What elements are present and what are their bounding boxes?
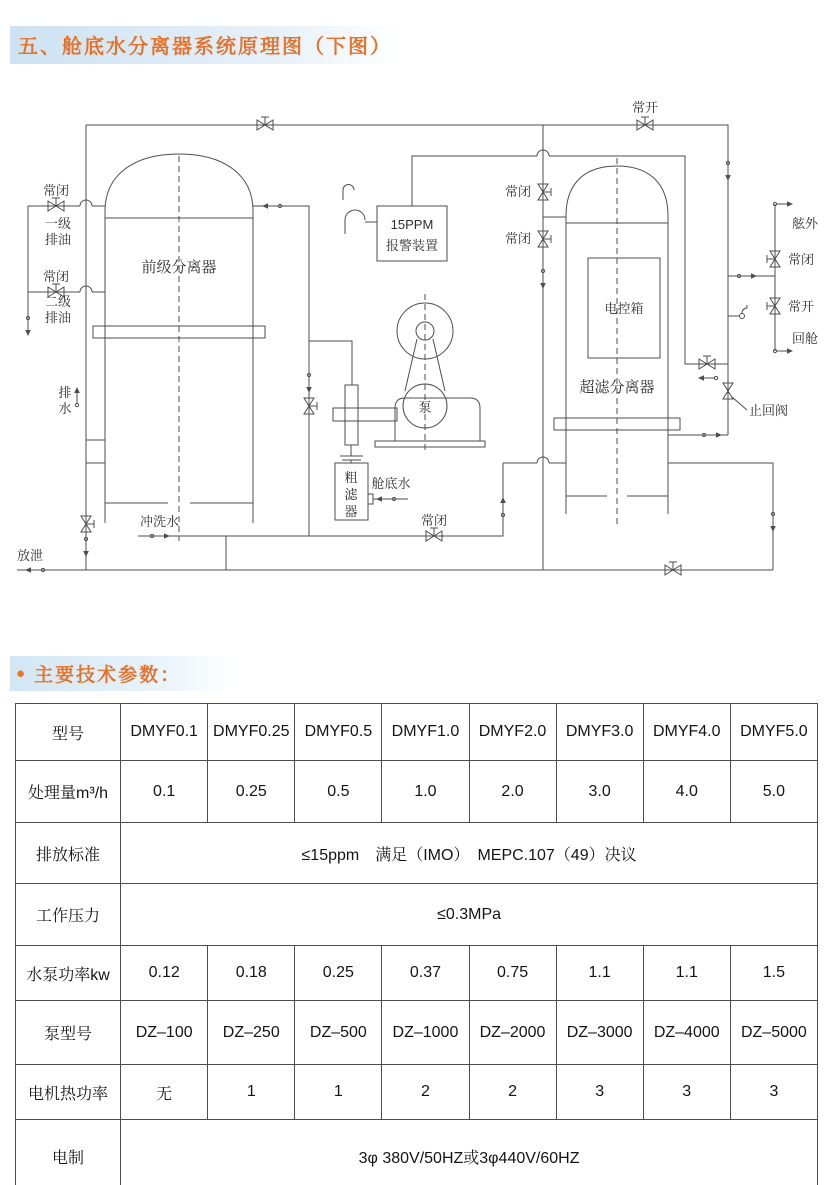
label-oil1b: 排油 — [44, 232, 72, 247]
cell: 1.5 — [730, 946, 817, 1001]
label-vent: 放泄 — [17, 548, 44, 563]
valve-icon-no-outlet — [767, 298, 780, 314]
table-row-pump-power — [16, 946, 818, 1001]
section-title-text: 主要技术参数： — [34, 665, 182, 686]
cell: 3 — [730, 1065, 817, 1120]
cell: DZ–3000 — [556, 1001, 643, 1065]
cell: DZ–500 — [295, 1001, 382, 1065]
label-strainer-1: 粗 — [344, 470, 358, 485]
table-row-capacity — [16, 761, 818, 823]
cell: 1.0 — [382, 761, 469, 823]
cell: 5.0 — [730, 761, 817, 823]
cell: 0.25 — [208, 761, 295, 823]
label-alarm-1: 15PPM — [390, 217, 434, 232]
cell-span: ≤0.3MPa — [121, 884, 818, 946]
label-overboard: 舷外 — [792, 216, 818, 231]
cell: 2 — [469, 1065, 556, 1120]
cell: 4.0 — [643, 761, 730, 823]
cell-span: ≤15ppm 满足（IMO） MEPC.107（49）决议 — [121, 823, 818, 884]
cell: DZ–100 — [121, 1001, 208, 1065]
cell: 3 — [643, 1065, 730, 1120]
cell: 1.1 — [556, 946, 643, 1001]
cell: 2.0 — [469, 761, 556, 823]
label-no-outlet: 常开 — [788, 299, 815, 314]
valve-icon — [257, 117, 273, 130]
label-pre-separator: 前级分离器 — [141, 259, 217, 276]
label-check-valve: 止回阀 — [749, 403, 789, 418]
cell: 3.0 — [556, 761, 643, 823]
label-no-top: 常开 — [631, 100, 659, 115]
row-label: 工作压力 — [16, 884, 121, 946]
label-return-cabin: 回舱 — [792, 331, 818, 346]
label-nc-bilge: 常闭 — [420, 513, 448, 528]
cell: DMYF0.1 — [121, 704, 208, 761]
table-row-discharge-standard — [16, 823, 818, 884]
cell: 1 — [295, 1065, 382, 1120]
row-label: 泵型号 — [16, 1001, 121, 1065]
label-nc-outlet: 常闭 — [788, 252, 815, 267]
cell: 0.37 — [382, 946, 469, 1001]
cell: DMYF5.0 — [730, 704, 817, 761]
valve-icon-nc-bilge — [426, 528, 442, 541]
cell-span: 3φ 380V/50HZ或3φ440V/60HZ — [121, 1120, 818, 1185]
table-row-motor-heat-power — [16, 1065, 818, 1120]
label-nc-mid2: 常闭 — [504, 231, 531, 246]
section-header — [10, 656, 232, 691]
cell: 0.5 — [295, 761, 382, 823]
spec-table — [15, 703, 818, 1185]
label-oil2a: 二级 — [44, 294, 72, 309]
label-oil2b: 排油 — [44, 310, 72, 325]
system-diagram-svg — [13, 96, 818, 616]
cell: 0.75 — [469, 946, 556, 1001]
label-strainer-3: 器 — [344, 504, 358, 519]
pump-unit — [375, 294, 485, 454]
cell: DMYF0.5 — [295, 704, 382, 761]
cell: DMYF2.0 — [469, 704, 556, 761]
tank-pre-separator — [93, 154, 265, 541]
cell: 1 — [208, 1065, 295, 1120]
cell: 1.1 — [643, 946, 730, 1001]
label-nc-1: 常闭 — [42, 183, 70, 198]
cell: DZ–5000 — [730, 1001, 817, 1065]
valve-icon-nc-outlet — [767, 251, 780, 267]
cell: 3 — [556, 1065, 643, 1120]
cell: DZ–1000 — [382, 1001, 469, 1065]
cell: DZ–4000 — [643, 1001, 730, 1065]
system-diagram — [13, 96, 830, 616]
label-flush-water: 冲洗水 — [140, 514, 180, 529]
table-row-working-pressure — [16, 884, 818, 946]
valve-icon — [699, 356, 715, 369]
row-label: 电制 — [16, 1120, 121, 1185]
valve-icon-nc-mid1 — [538, 184, 551, 200]
label-drain-2: 水 — [58, 401, 72, 416]
row-label: 型号 — [16, 704, 121, 761]
page-title — [10, 26, 398, 64]
cell: 0.12 — [121, 946, 208, 1001]
row-label: 水泵功率kw — [16, 946, 121, 1001]
cell: 0.1 — [121, 761, 208, 823]
cell: 2 — [382, 1065, 469, 1120]
row-label: 排放标准 — [16, 823, 121, 884]
label-oil1a: 一级 — [44, 216, 72, 231]
valve-icon — [81, 516, 94, 532]
valve-icon-bottom — [665, 562, 681, 575]
cell: DMYF0.25 — [208, 704, 295, 761]
cell: 0.25 — [295, 946, 382, 1001]
label-drain-1: 排 — [58, 385, 72, 400]
cell: DMYF3.0 — [556, 704, 643, 761]
cell: DMYF1.0 — [382, 704, 469, 761]
label-nc-mid1: 常闭 — [504, 184, 531, 199]
table-row-electric-system — [16, 1120, 818, 1185]
valve-icons — [48, 117, 780, 575]
valve-icon-no-top — [637, 117, 653, 130]
cell: DZ–250 — [208, 1001, 295, 1065]
cell: DZ–2000 — [469, 1001, 556, 1065]
label-control-box: 电控箱 — [604, 301, 644, 316]
cell: 无 — [121, 1065, 208, 1120]
cell: DMYF4.0 — [643, 704, 730, 761]
label-pump: 泵 — [418, 400, 432, 415]
table-row-model — [16, 704, 818, 761]
row-label: 处理量m³/h — [16, 761, 121, 823]
label-alarm-2: 报警装置 — [385, 238, 439, 253]
cell: 0.18 — [208, 946, 295, 1001]
table-row-pump-model — [16, 1001, 818, 1065]
row-label: 电机热功率 — [16, 1065, 121, 1120]
label-strainer-2: 滤 — [344, 487, 358, 502]
label-bilge-water: 舱底水 — [371, 476, 411, 491]
bullet-icon: ● — [16, 665, 28, 682]
valve-icon — [304, 398, 317, 414]
label-ultra-separator: 超滤分离器 — [579, 379, 655, 396]
tank-ultra-separator — [554, 158, 680, 526]
page-title-text: 五、舱底水分离器系统原理图（下图） — [18, 36, 392, 58]
valve-icon-nc-oil1 — [48, 198, 64, 211]
valve-icon-nc-mid2 — [538, 231, 551, 247]
label-nc-2: 常闭 — [42, 269, 70, 284]
